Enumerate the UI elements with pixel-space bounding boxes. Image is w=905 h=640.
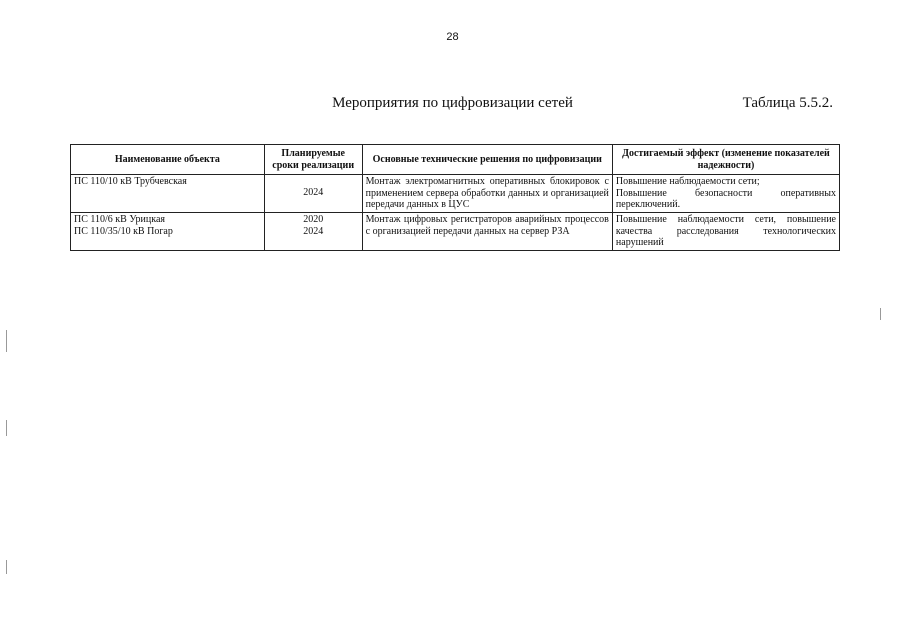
- object-name: ПС 110/6 кВ Урицкая: [74, 214, 165, 225]
- table-row: [71, 175, 840, 213]
- page-title: Мероприятия по цифровизации сетей: [332, 95, 573, 111]
- object-name: ПС 110/35/10 кВ Погар: [74, 225, 173, 237]
- scan-margin-mark: [880, 308, 881, 320]
- scan-margin-mark: [6, 420, 7, 436]
- header-planned-terms: Планируемые сроки реализации: [264, 145, 362, 175]
- effect-line: Повышение безопасности оперативных переключений.: [615, 187, 836, 210]
- effect-cell: [612, 175, 839, 213]
- table-label: Таблица 5.5.2.: [742, 95, 833, 111]
- term-year: 2024: [303, 187, 324, 198]
- measures-table: [70, 144, 840, 251]
- term-year: 2020: [303, 214, 324, 225]
- object-cell: [71, 175, 265, 213]
- object-name: ПС 110/10 кВ Трубчевская: [74, 176, 187, 187]
- term-year: 2024: [303, 225, 324, 237]
- scan-margin-mark: [6, 560, 7, 574]
- table-row: [71, 213, 840, 251]
- header-object-name: Наименование объекта: [71, 145, 265, 175]
- scan-margin-mark: [6, 330, 7, 352]
- table-header-row: [71, 145, 840, 175]
- solution-cell: Монтаж электромагнитных оперативных блокировок с применением сервера обработки данных и организацией передачи данных в ЦУС: [362, 175, 612, 213]
- effect-line: Повышение наблюдаемости сети;: [615, 176, 760, 187]
- header-achieved-effect: Достигаемый эффект (изменение показателей надежности): [612, 145, 839, 175]
- term-cell: [264, 213, 362, 251]
- term-cell: [264, 175, 362, 213]
- effect-cell: Повышение наблюдаемости сети, повышение качества расследования технологических нарушений: [612, 213, 839, 251]
- page-number: 28: [446, 31, 459, 43]
- header-technical-solutions: Основные технические решения по цифровизации: [362, 145, 612, 175]
- object-cell: [71, 213, 265, 251]
- solution-cell: Монтаж цифровых регистраторов аварийных процессов с организацией передачи данных на сервер РЗА: [362, 213, 612, 251]
